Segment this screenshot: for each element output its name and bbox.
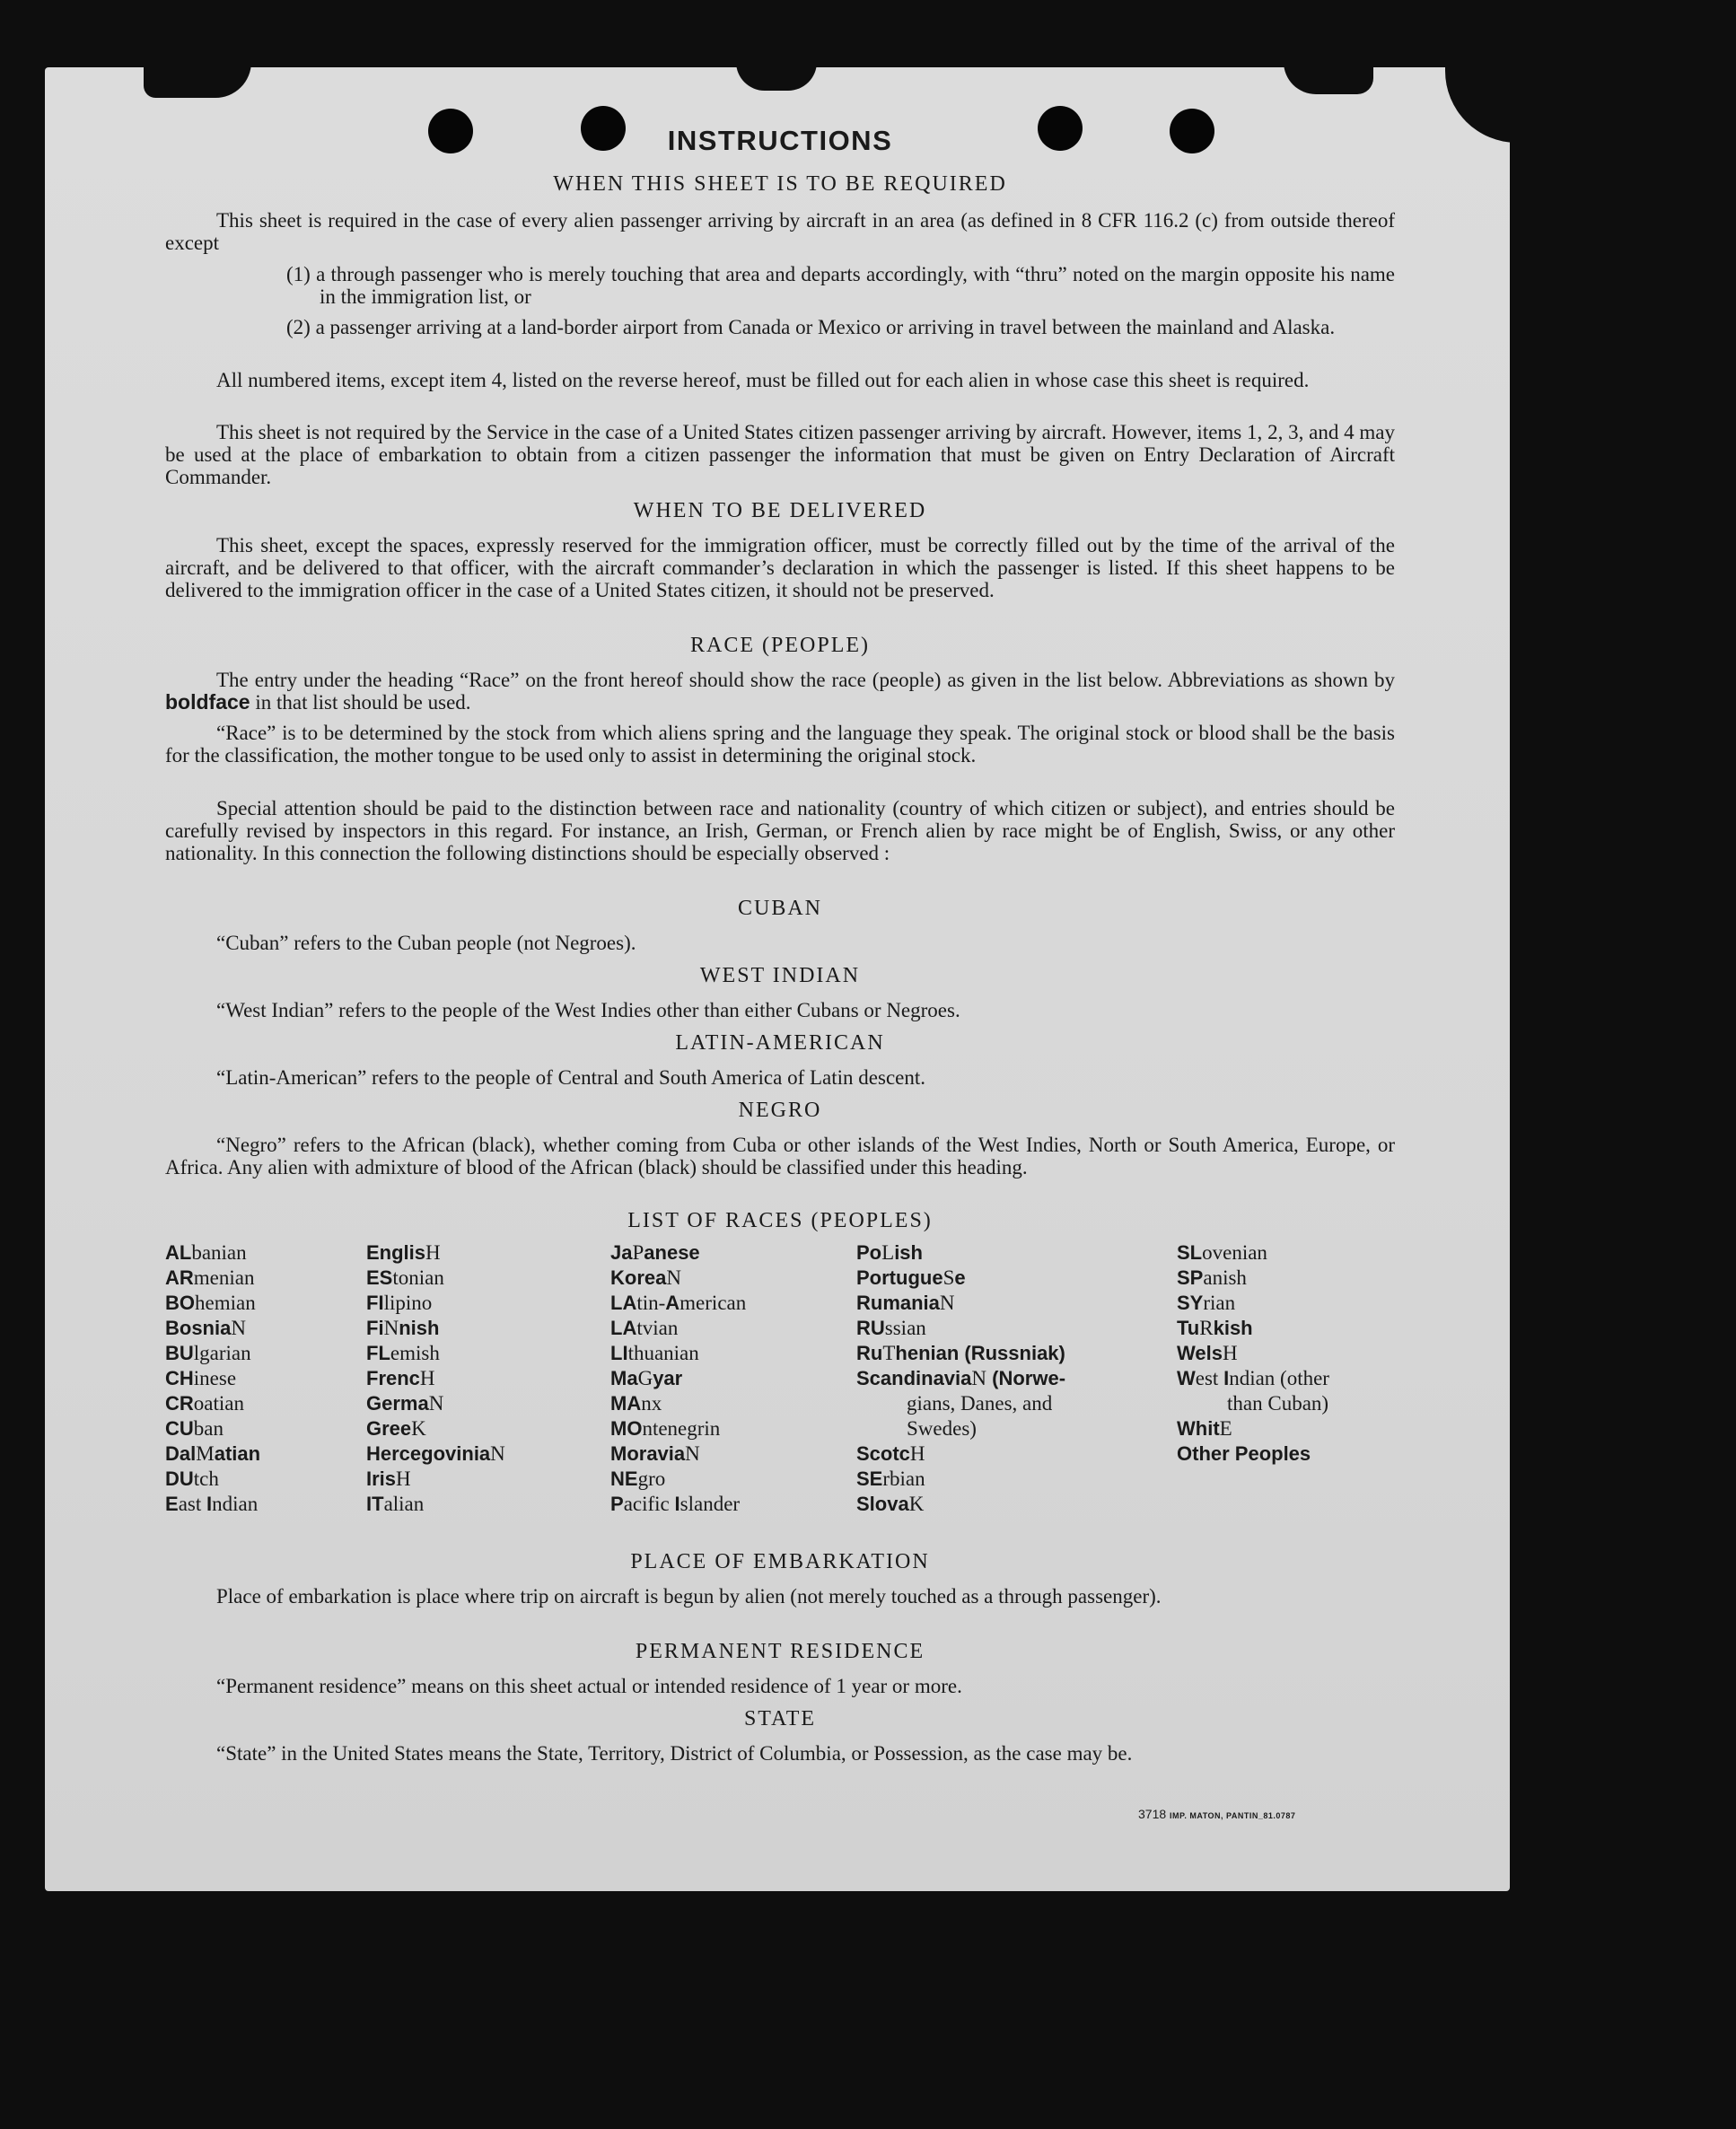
torn-edge xyxy=(1445,62,1526,143)
race-entry: SErbian xyxy=(856,1468,925,1490)
torn-edge xyxy=(144,62,251,98)
race-entry: MoraviaN xyxy=(610,1442,700,1465)
state-paragraph: “State” in the United States means the State, Territory, District of Columbia, or Possession, as the case may be. xyxy=(216,1742,1133,1765)
races-column-2 xyxy=(366,1240,505,1517)
race-entry: gians, Danes, and xyxy=(907,1392,1053,1415)
races-column-4 xyxy=(856,1240,1065,1517)
race-entry: CUban xyxy=(165,1417,224,1440)
race-entry: SYrian xyxy=(1177,1292,1236,1314)
race-entry: CRoatian xyxy=(165,1392,244,1415)
race-entry: MAnx xyxy=(610,1392,662,1415)
section-heading-required: WHEN THIS SHEET IS TO BE REQUIRED xyxy=(553,172,1007,196)
races-list xyxy=(165,1240,1413,1546)
race-entry: FIlipino xyxy=(366,1292,433,1314)
race-entry: EStonian xyxy=(366,1266,444,1289)
race-entry: LAtvian xyxy=(610,1317,679,1339)
race-paragraph-3: Special attention should be paid to the distinction between race and nationality (country of which citizen or subject), and entries should be carefully revised by inspectors in this regard. For instance, an Irish, German, or French alien by race might be of English, Swiss, or any other nationality. In this connection the following distinctions should be especially observed : xyxy=(165,797,1395,864)
race-entry: PoLish xyxy=(856,1241,923,1264)
embarkation-paragraph: Place of embarkation is place where trip on aircraft is begun by alien (not merely touched as a through passenger). xyxy=(216,1585,1162,1608)
cuban-paragraph: “Cuban” refers to the Cuban people (not Negroes). xyxy=(216,932,636,954)
race-entry: WelsH xyxy=(1177,1342,1238,1364)
race-entry: DalMatian xyxy=(165,1442,261,1465)
race-entry: ARmenian xyxy=(165,1266,255,1289)
race-entry: LAtin-American xyxy=(610,1292,747,1314)
race-entry: SLovenian xyxy=(1177,1241,1267,1264)
race-entry: East Indian xyxy=(165,1493,259,1515)
race-entry: IrisH xyxy=(366,1468,411,1490)
race-entry: Swedes) xyxy=(907,1417,977,1440)
required-paragraph-3: This sheet is not required by the Service in the case of a United States citizen passenger arriving by aircraft. However, items 1, 2, 3, and 4 may be used at the place of embarkation to obtain from a citizen passenger the information that must be given on Entry Declaration of Aircraft Commander. xyxy=(165,421,1395,488)
required-paragraph-2: All numbered items, except item 4, listed on the reverse hereof, must be filled out for each alien in whose case this sheet is required. xyxy=(216,369,1310,391)
required-paragraph-1: This sheet is required in the case of every alien passenger arriving by aircraft in an area (as defined in 8 CFR 116.2 (c) from outside thereof except xyxy=(165,209,1395,254)
races-column-5 xyxy=(1177,1240,1329,1467)
form-number: 3718 xyxy=(1138,1807,1167,1821)
race-paragraph-1 xyxy=(165,669,1395,714)
section-heading-list-of-races: LIST OF RACES (PEOPLES) xyxy=(627,1209,933,1232)
section-heading-state: STATE xyxy=(743,1707,817,1730)
race-paragraph-1-end: in that list should be used. xyxy=(250,691,471,714)
page-title: INSTRUCTIONS xyxy=(667,125,893,156)
race-entry: GermaN xyxy=(366,1392,444,1415)
race-entry: KoreaN xyxy=(610,1266,681,1289)
west-indian-paragraph: “West Indian” refers to the people of the West Indies other than either Cubans or Negroes. xyxy=(216,999,960,1021)
section-heading-embarkation: PLACE OF EMBARKATION xyxy=(630,1550,930,1573)
required-exception-1: (1) a through passenger who is merely touching that area and departs accordingly, with “thru” noted on the margin opposite his name in the immigration list, or xyxy=(286,263,1395,308)
race-entry: Other Peoples xyxy=(1177,1442,1311,1465)
race-entry: ITalian xyxy=(366,1493,425,1515)
boldface-word: boldface xyxy=(165,690,250,714)
document-sheet xyxy=(45,67,1510,1891)
section-heading-west-indian: WEST INDIAN xyxy=(699,964,861,987)
torn-edge xyxy=(1284,62,1373,94)
race-entry: WhitE xyxy=(1177,1417,1232,1440)
race-entry: NEgro xyxy=(610,1468,666,1490)
race-entry: ScotcH xyxy=(856,1442,925,1465)
race-entry: RUssian xyxy=(856,1317,926,1339)
torn-edge xyxy=(736,62,817,91)
race-entry: BOhemian xyxy=(165,1292,256,1314)
imprint-text: IMP. MATON, PANTIN_81.0787 xyxy=(1170,1811,1296,1820)
race-entry: than Cuban) xyxy=(1227,1392,1329,1415)
section-heading-cuban: CUBAN xyxy=(737,897,822,920)
races-column-3 xyxy=(610,1240,746,1517)
race-paragraph-2: “Race” is to be determined by the stock from which aliens spring and the language they speak. The original stock or blood shall be the basis for the classification, the mother tongue to be used only to assist in determining the original stock. xyxy=(165,722,1395,767)
race-entry: ALbanian xyxy=(165,1241,247,1264)
race-entry: FLemish xyxy=(366,1342,440,1364)
race-entry: SPanish xyxy=(1177,1266,1247,1289)
race-entry: LIthuanian xyxy=(610,1342,699,1364)
race-entry: TuRkish xyxy=(1177,1317,1253,1339)
residence-paragraph: “Permanent residence” means on this sheet actual or intended residence of 1 year or more. xyxy=(216,1675,962,1697)
latin-american-paragraph: “Latin-American” refers to the people of Central and South America of Latin descent. xyxy=(216,1066,925,1089)
race-entry: HercegoviniaN xyxy=(366,1442,505,1465)
races-column-1 xyxy=(165,1240,260,1517)
race-entry: CHinese xyxy=(165,1367,237,1389)
race-entry: GreeK xyxy=(366,1417,426,1440)
section-heading-delivered: WHEN TO BE DELIVERED xyxy=(633,499,927,522)
race-entry: RumaniaN xyxy=(856,1292,955,1314)
race-entry: DUtch xyxy=(165,1468,219,1490)
race-entry: BosniaN xyxy=(165,1317,246,1339)
section-heading-latin-american: LATIN-AMERICAN xyxy=(675,1031,885,1055)
section-heading-race: RACE (PEOPLE) xyxy=(690,634,870,657)
race-paragraph-1-text: The entry under the heading “Race” on the front hereof should show the race (people) as given in the list below. Abbreviations as shown by xyxy=(216,669,1395,691)
required-exception-2: (2) a passenger arriving at a land-border airport from Canada or Mexico or arriving in travel between the mainland and Alaska. xyxy=(286,316,1336,338)
race-entry: PortugueSe xyxy=(856,1266,966,1289)
section-heading-negro: NEGRO xyxy=(738,1099,822,1122)
delivered-paragraph: This sheet, except the spaces, expressly reserved for the immigration officer, must be correctly filled out by the time of the arrival of the aircraft, and be delivered to that officer, with the aircraft commander’s declaration in which the passenger is listed. If this sheet happens to be delivered to the immigration officer in the case of a United States citizen, it should not be preserved. xyxy=(165,534,1395,601)
race-entry: MaGyar xyxy=(610,1367,683,1389)
race-entry: EnglisH xyxy=(366,1241,441,1264)
race-entry: West Indian (other xyxy=(1177,1367,1329,1389)
race-entry: MOntenegrin xyxy=(610,1417,721,1440)
race-entry: RuThenian (Russniak) xyxy=(856,1342,1065,1364)
printer-imprint xyxy=(1138,1807,1295,1821)
race-entry: SlovaK xyxy=(856,1493,925,1515)
race-entry: FrencH xyxy=(366,1367,435,1389)
race-entry: JaPanese xyxy=(610,1241,700,1264)
race-entry: BUlgarian xyxy=(165,1342,251,1364)
race-entry: Pacific Islander xyxy=(610,1493,741,1515)
section-heading-residence: PERMANENT RESIDENCE xyxy=(635,1640,925,1663)
race-entry: ScandinaviaN (Norwe- xyxy=(856,1367,1066,1389)
negro-paragraph: “Negro” refers to the African (black), whether coming from Cuba or other islands of the West Indies, North or South America, Europe, or Africa. Any alien with admixture of blood of the African (black) should be classified under this heading. xyxy=(165,1134,1395,1178)
race-entry: FiNnish xyxy=(366,1317,440,1339)
